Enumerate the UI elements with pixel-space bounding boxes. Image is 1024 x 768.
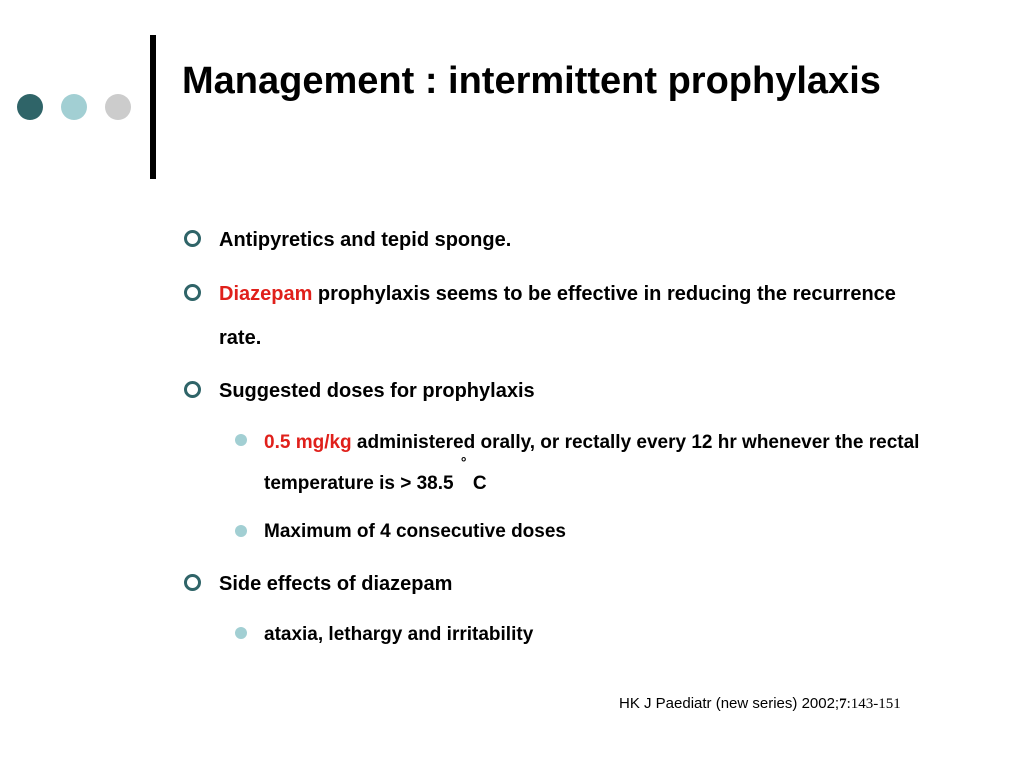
sub-bullet-text: ataxia, lethargy and irritability: [264, 624, 534, 645]
bullet-text: prophylaxis seems to be effective in reducing the recurrence rate.: [219, 283, 896, 349]
sub-bullet-icon: [235, 434, 247, 446]
ring-bullet-icon: [184, 574, 201, 591]
ring-bullet-icon: [184, 284, 201, 301]
ring-bullet-icon: [184, 381, 201, 398]
sub-bullet-text: administered orally, or rectally every 12 hr whenever the rectal temperature is > 38.5: [264, 432, 920, 494]
sub-bullet-item: [264, 614, 964, 655]
unit-text: C: [472, 473, 487, 494]
sub-bullet-text: Maximum of 4 consecutive doses: [264, 521, 566, 542]
bullet-item: [219, 272, 939, 360]
citation-volume: 7: [839, 696, 847, 712]
sub-bullet-icon: [235, 525, 247, 537]
ring-bullet-icon: [184, 230, 201, 247]
sub-bullet-item: [264, 511, 964, 552]
bullet-text: Suggested doses for prophylaxis: [219, 380, 535, 402]
citation-pages: :143-151: [846, 696, 901, 712]
bullet-text: Side effects of diazepam: [219, 573, 453, 595]
highlight-text: 0.5 mg/kg: [264, 432, 352, 453]
sub-bullet-item: [264, 422, 964, 504]
bullet-item: [219, 369, 979, 413]
bullet-item: [219, 218, 979, 262]
citation: [619, 688, 949, 720]
degree-mark: [459, 454, 473, 504]
sub-bullet-icon: [235, 627, 247, 639]
highlight-text: Diazepam: [219, 283, 313, 305]
bullet-text: Antipyretics and tepid sponge.: [219, 229, 512, 251]
slide-title: Management : intermittent prophylaxis: [182, 60, 881, 102]
degree-symbol: °: [460, 454, 467, 470]
citation-source: HK J Paediatr (new series) 2002;: [619, 695, 840, 712]
bullet-item: [219, 562, 979, 606]
